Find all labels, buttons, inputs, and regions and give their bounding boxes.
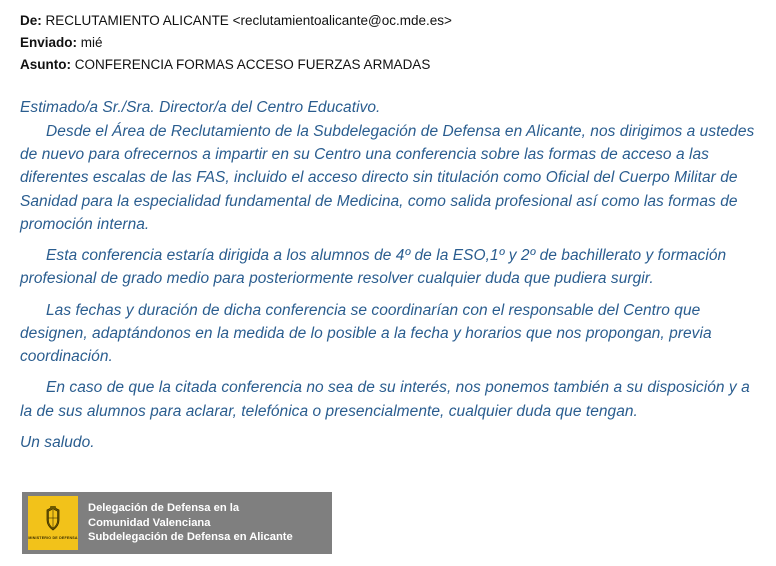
sent-value: mié <box>80 34 103 50</box>
logo-line-1: Delegación de Defensa en la <box>88 501 240 514</box>
coat-of-arms-icon <box>41 506 65 534</box>
emblem-caption: MINISTERIO DE DEFENSA <box>28 535 78 540</box>
subject-value: CONFERENCIA FORMAS ACCESO FUERZAS ARMADAS <box>74 56 431 72</box>
body-paragraph-1: Desde el Área de Reclutamiento de la Subdelegación de Defensa en Alicante, nos dirigimos a ustedes de nuevo para ofrecernos a impartir en su Centro una conferencia sobre las formas de acceso a las diferentes escalas de las FAS, incluido el acceso directo sin titulación como Oficial del Cuerpo Militar de Sanidad para la especialidad fundamental de Medicina, como salida profesional así como las formas de promoción interna. <box>20 122 755 233</box>
body-paragraph-3: Las fechas y duración de dicha conferencia se coordinarían con el responsable del Centro que designen, adaptándonos en la medida de lo posible a la fecha y horarios que nos propongan, previa coordinación. <box>20 301 712 366</box>
greeting-line: Estimado/a Sr./Sra. Director/a del Centro Educativo. <box>20 98 381 116</box>
body-paragraph-2: Esta conferencia estaría dirigida a los alumnos de 4º de la ESO,1º y 2º de bachillerato y formación profesional de grado medio para posteriormente resolver cualquier duda que pudiera surgir. <box>20 247 727 288</box>
email-body <box>20 96 762 455</box>
logo-line-2: Comunidad Valenciana <box>88 516 211 529</box>
header-row-from <box>20 10 762 32</box>
from-label: De: <box>20 13 42 28</box>
sent-label: Enviado: <box>20 34 78 50</box>
closing-line: Un saludo. <box>20 433 95 451</box>
ministry-emblem <box>28 496 78 550</box>
header-row-subject <box>20 54 762 76</box>
logo-line-3: Subdelegación de Defensa en Alicante <box>88 531 293 544</box>
header-row-sent <box>20 32 762 54</box>
email-header <box>20 10 762 76</box>
from-value: RECLUTAMIENTO ALICANTE <reclutamientoalicante@oc.mde.es> <box>45 13 452 28</box>
body-paragraph-4: En caso de que la citada conferencia no sea de su interés, nos ponemos también a su disposición y a la de sus alumnos para aclarar, telefónica o presencialmente, cualquier duda que tengan. <box>20 379 750 420</box>
signature-logo-text <box>88 501 293 546</box>
subject-label: Asunto: <box>20 56 71 72</box>
signature-logo <box>22 492 332 554</box>
